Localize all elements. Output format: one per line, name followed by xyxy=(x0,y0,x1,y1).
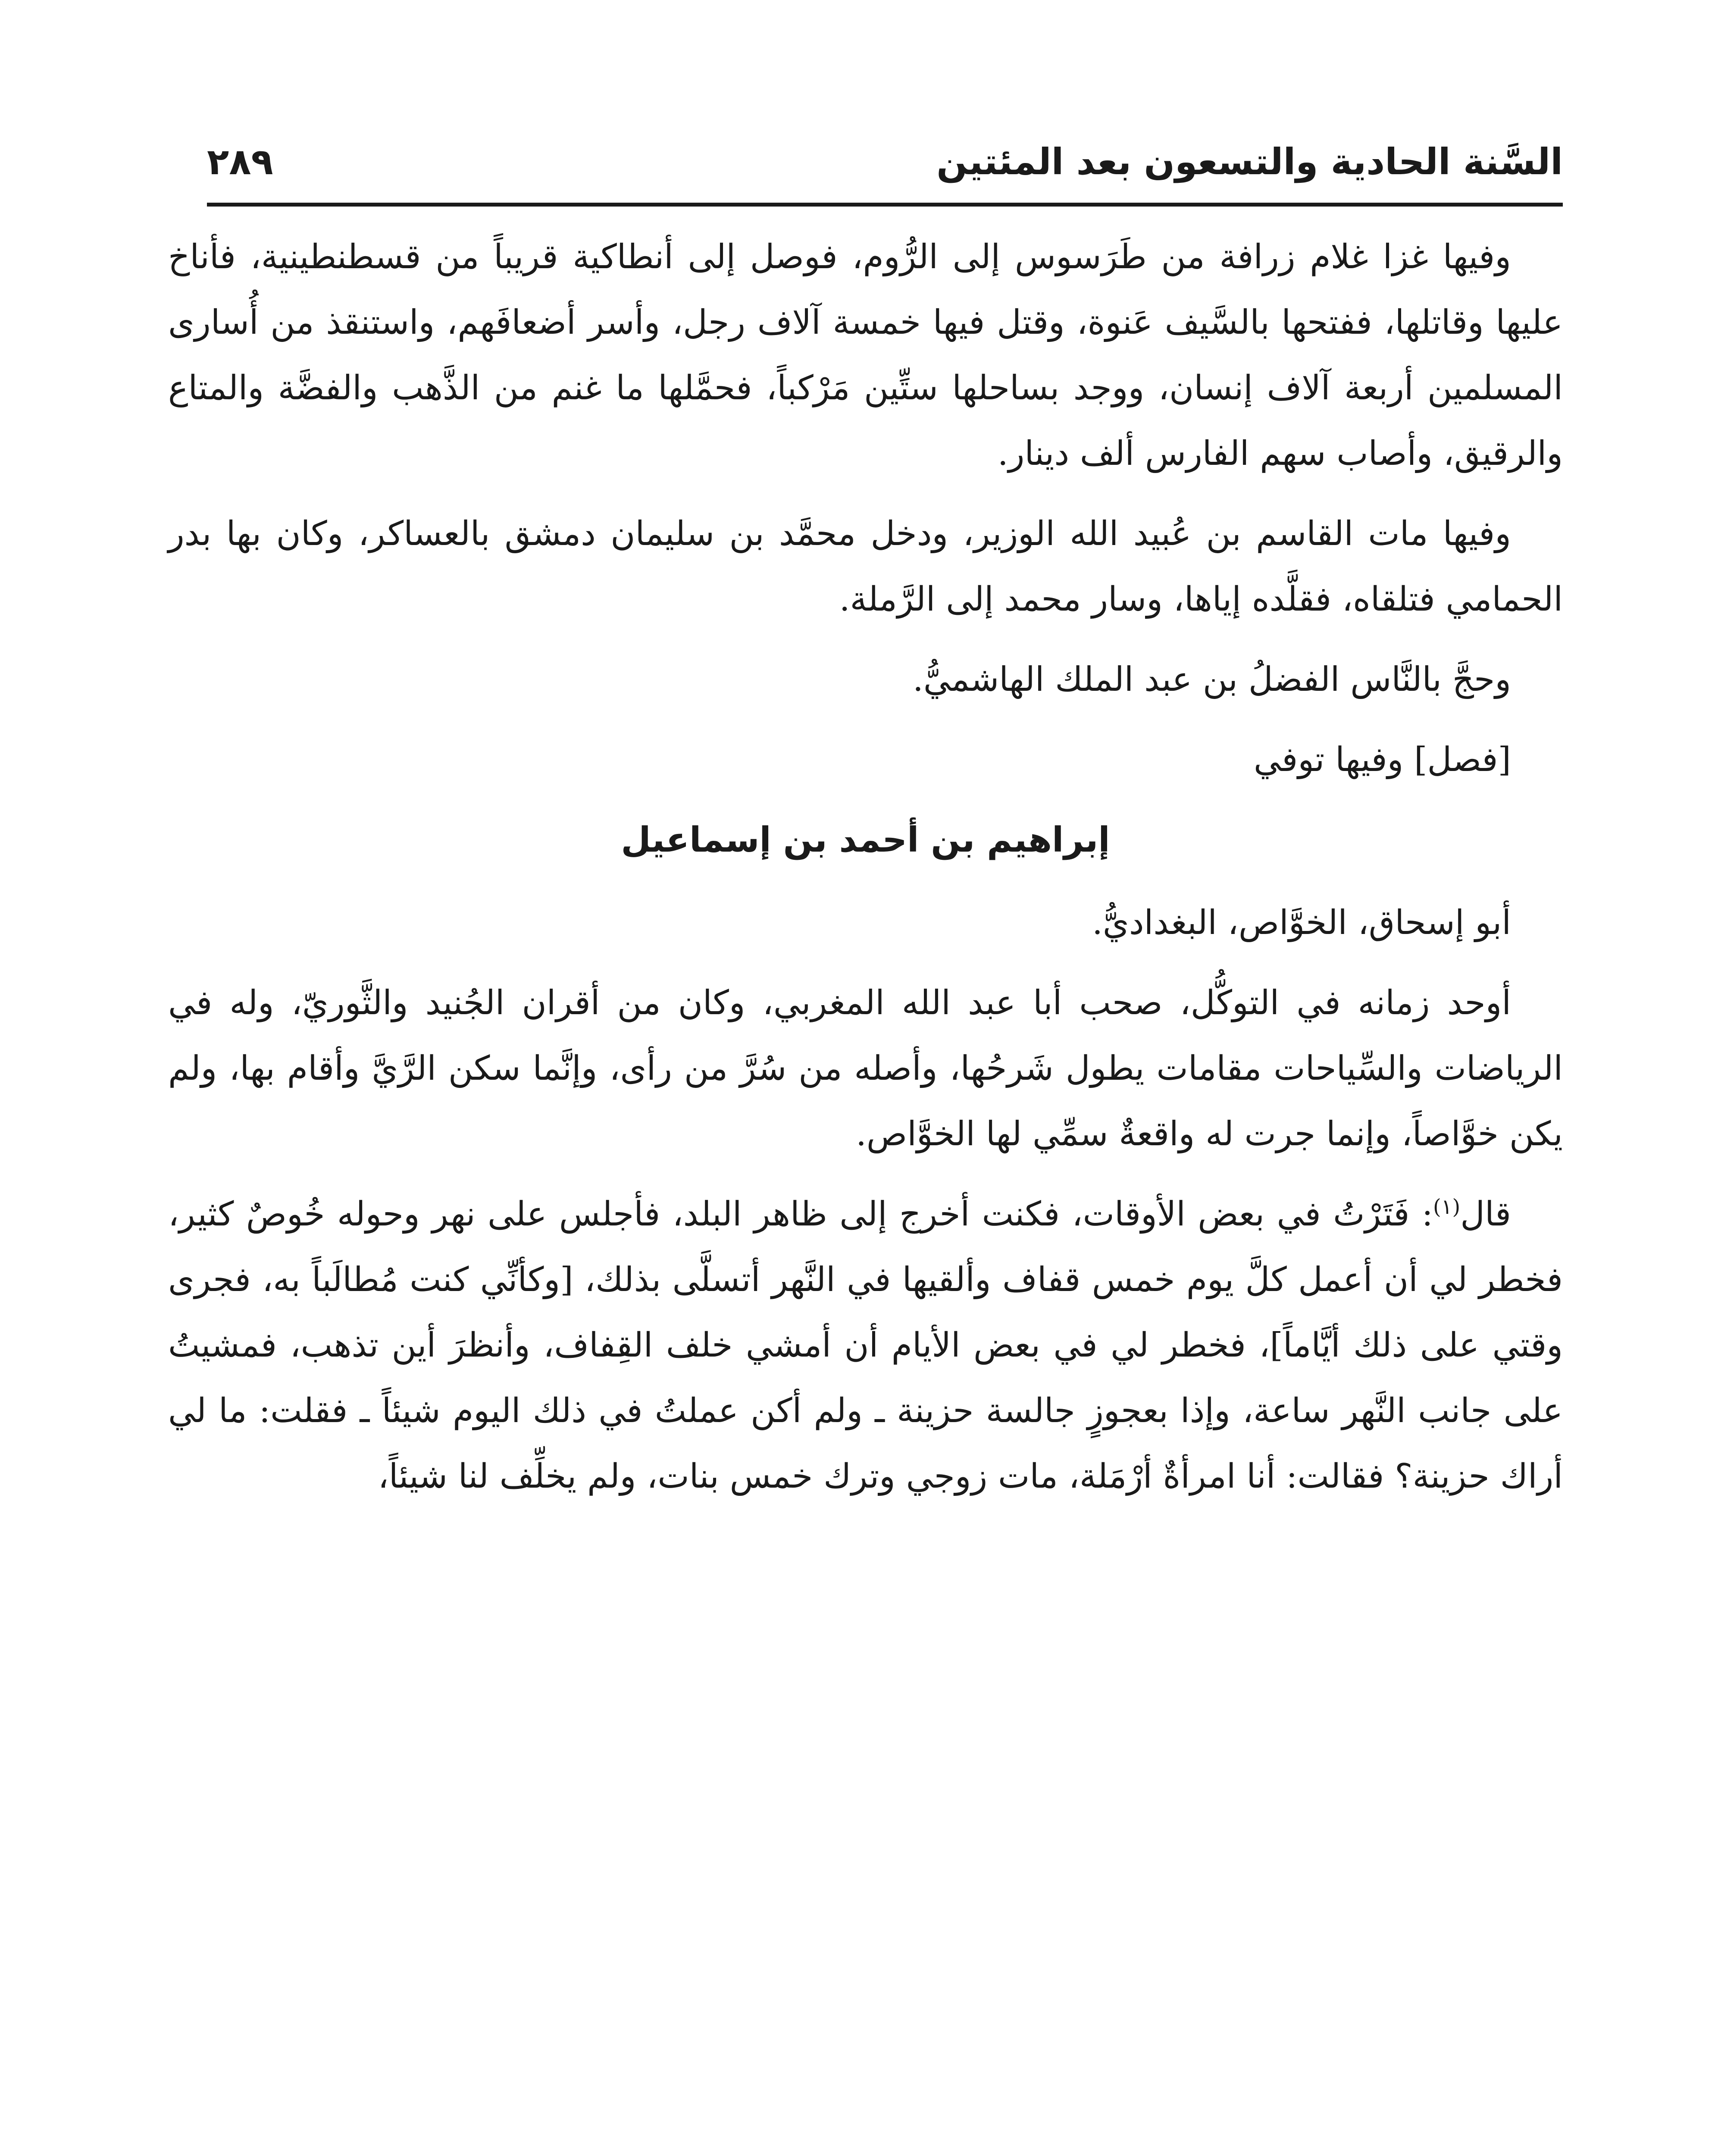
paragraph-kunya: أبو إسحاق، الخوَّاص، البغداديُّ. xyxy=(1092,903,1511,942)
narration-prefix: قال xyxy=(1460,1195,1511,1234)
paragraph-raid: وفيها غزا غلام زرافة من طَرَسوس إلى الرُّوم، فوصل إلى أنطاكية قريباً من قسطنطينية، فأناخ عليها وقاتلها، ففتحها بالسَّيف عَنوة، وقتل فيها خمسة آلاف رجل، وأسر أضعافَهم، واستنقذ من أُسارى المسلمين أربعة آلاف إنسان، ووجد بساحلها ستِّين مَرْكباً، فحمَّلها ما غنم من الذَّهب والفضَّة والمتاع والرقيق، وأصاب سهم الفارس ألف دينار. xyxy=(168,238,1563,473)
main-text xyxy=(168,224,1563,1524)
running-title: السَّنة الحادية والتسعون بعد المئتين xyxy=(936,141,1563,183)
narration-text: : فَتَرْتُ في بعض الأوقات، فكنت أخرج إلى ظاهر البلد، فأجلس على نهر xyxy=(432,1195,1433,1234)
header-divider xyxy=(207,203,1563,207)
narration-continuation: وحوله خُوصٌ كثير، فخطر لي أن أعمل كلَّ يوم خمس قفاف وألقيها في النَّهر أتسلَّى بذلك، [وكأنِّي كنت مُطالَباً به، فجرى وقتي على ذلك أيَّاماً]، فخطر لي في بعض الأيام أن أمشي خلف القِفاف، وأنظرَ أين تذهب، فمشيتُ على جانب النَّهر ساعة، وإذا بعجوزٍ جالسة حزينة ـ ولم أكن عملتُ في ذلك اليوم شيئاً ـ فقلت: ما لي أراك حزينة؟ فقالت: أنا امرأةٌ أرْمَلة، مات زوجي وترك خمس بنات، ولم يخلِّف لنا شيئاً، xyxy=(168,1195,1563,1496)
paragraph-death-of-vizier: وفيها مات القاسم بن عُبيد الله الوزير، ودخل محمَّد بن سليمان دمشق بالعساكر، وكان بها بدر الحمامي فتلقاه، فقلَّده إياها، وسار محمد إلى الرَّملة. xyxy=(168,514,1563,619)
paragraph-hajj-leader: وحجَّ بالنَّاس الفضلُ بن عبد الملك الهاشميُّ. xyxy=(913,660,1511,699)
page-header xyxy=(207,129,1563,194)
paragraph-biography: أوحد زمانه في التوكُّل، صحب أبا عبد الله المغربي، وكان من أقران الجُنيد والثَّوريّ، وله في الرياضات والسِّياحات مقامات يطول شَرحُها، وأصله من سُرَّ من رأى، وإنَّما سكن الرَّيَّ وأقام بها، ولم يكن خوَّاصاً، وإنما جرت له واقعةٌ سمِّي لها الخوَّاص. xyxy=(168,984,1563,1153)
footnote-marker: (١) xyxy=(1433,1195,1461,1219)
page-number: ٢٨٩ xyxy=(207,141,273,183)
biography-heading: إبراهيم بن أحمد بن إسماعيل xyxy=(621,820,1110,860)
paragraph-section-marker: [فصل] وفيها توفي xyxy=(1254,740,1511,779)
paragraph-narration xyxy=(168,1181,1563,1509)
